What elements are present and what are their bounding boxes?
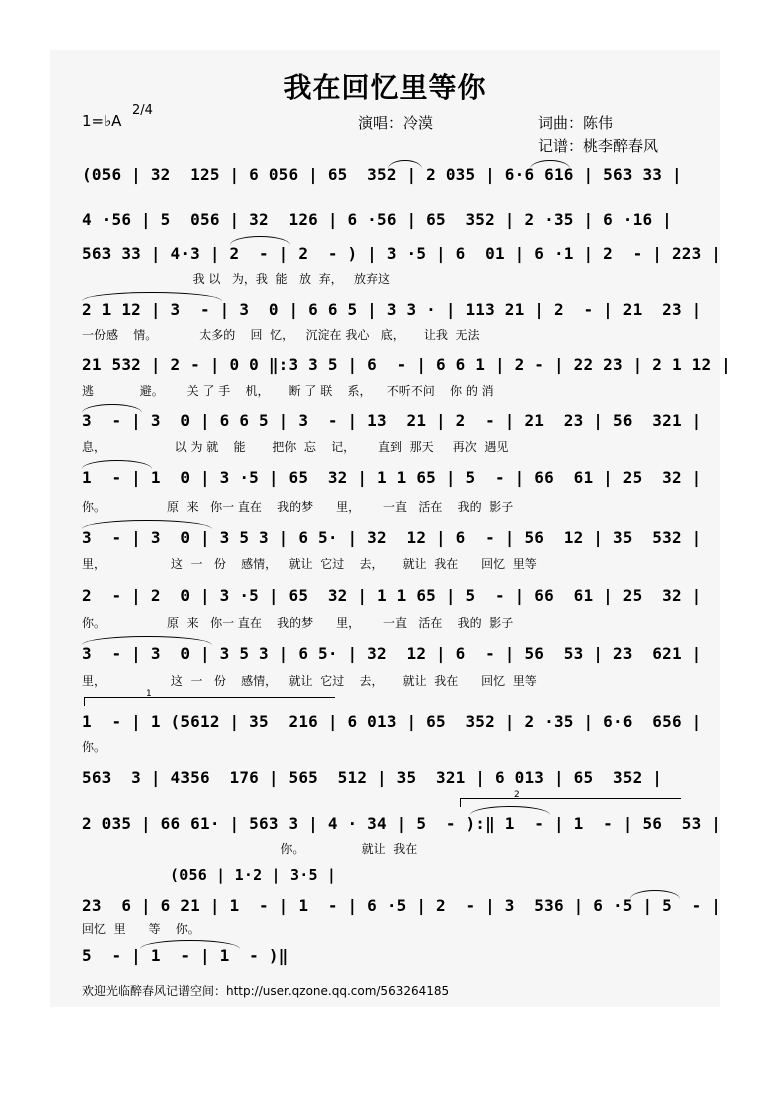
notation-line: 4 ·56 | 5 056 | 32 126 | 6 ·56 | 65 352 | 2 ·35 | 6 ·16 | <box>82 210 672 229</box>
footer-note: 欢迎光临醉春风记谱空间：http://user.qzone.qq.com/563264185 <box>82 984 450 998</box>
volta-bracket-2 <box>460 798 681 807</box>
lyric-line: 你。 <box>82 740 107 754</box>
time-signature: 2/4 <box>132 103 153 118</box>
lyric-line: 我 以 为，我 能 放 弃， 放弃这 <box>82 272 391 286</box>
volta-bracket-1 <box>84 697 335 706</box>
notation-line: (056 | 32 125 | 6 056 | 65 352 | 2 035 | 6·6 616 | 563 33 | <box>82 165 682 184</box>
lyric-line: 息， 以 为 就 能 把你 忘 记， 直到 那天 再次 遇见 <box>82 440 509 454</box>
notation-line: 2 1 12 | 3 - | 3 0 | 6 6 5 | 3 3 · | 113 21 | 2 - | 21 23 | <box>82 300 702 319</box>
notation-line: 563 3 | 4356 176 | 565 512 | 35 321 | 6 013 | 65 352 | <box>82 768 663 787</box>
lyric-line: 回忆 里 等 你。 <box>82 922 200 936</box>
lyric-line: 里， 这 一 份 感情， 就让 它过 去， 就让 我在 回忆 里等 <box>82 557 537 571</box>
notation-line: 563 33 | 4·3 | 2 - | 2 - ) | 3 ·5 | 6 01 | 6 ·1 | 2 - | 223 | <box>82 244 722 263</box>
notation-line: 3 - | 3 0 | 3 5 3 | 6 5· | 32 12 | 6 - | 56 53 | 23 621 | <box>82 644 702 663</box>
notation-line: 2 - | 2 0 | 3 ·5 | 65 32 | 1 1 65 | 5 - | 66 61 | 25 32 | <box>82 586 702 605</box>
lyric-line: 你。 原 来 你一 直在 我的梦 里， 一直 活在 我的 影子 <box>82 500 514 514</box>
lyric-line: 逃 避。 关 了 手 机， 断 了 联 系， 不听不问 你 的 消 <box>82 384 494 398</box>
transcriber-credit: 记谱：桃李醉春风 <box>538 137 659 155</box>
notation-line: 5 - | 1 - | 1 - )‖ <box>82 946 289 965</box>
lyric-line: 一份感 情。 太多的 回 忆， 沉淀在 我心 底， 让我 无法 <box>82 328 480 342</box>
volta-number-1: 1 <box>146 689 152 699</box>
lyric-line: 里， 这 一 份 感情， 就让 它过 去， 就让 我在 回忆 里等 <box>82 674 537 688</box>
notation-line: 3 - | 3 0 | 3 5 3 | 6 5· | 32 12 | 6 - | 56 12 | 35 532 | <box>82 528 702 547</box>
song-title: 我在回忆里等你 <box>283 71 487 104</box>
composer-credit: 词曲：陈伟 <box>538 114 614 132</box>
notation-line: 3 - | 3 0 | 6 6 5 | 3 - | 13 21 | 2 - | 21 23 | 56 321 | <box>82 411 702 430</box>
singer-credit: 演唱：冷漠 <box>358 114 434 132</box>
alternate-intro: (056 | 1·2 | 3·5 | <box>170 866 337 884</box>
notation-line: 1 - | 1 (5612 | 35 216 | 6 013 | 65 352 | 2 ·35 | 6·6 656 | <box>82 712 702 731</box>
notation-line: 2 035 | 66 61· | 563 3 | 4 · 34 | 5 - ):‖ 1 - | 1 - | 56 53 | <box>82 814 722 833</box>
volta-number-2: 2 <box>514 790 520 800</box>
key-signature: 1=♭A <box>82 112 122 130</box>
notation-line: 1 - | 1 0 | 3 ·5 | 65 32 | 1 1 65 | 5 - | 66 61 | 25 32 | <box>82 468 702 487</box>
lyric-line: 你。 就让 我在 <box>82 842 418 856</box>
notation-line: 21 532 | 2 - | 0 0 ‖:3 3 5 | 6 - | 6 6 1 | 2 - | 22 23 | 2 1 12 | <box>82 355 731 374</box>
notation-line: 23 6 | 6 21 | 1 - | 1 - | 6 ·5 | 2 - | 3 536 | 6 ·5 | 5 - | <box>82 896 722 915</box>
lyric-line: 你。 原 来 你一 直在 我的梦 里， 一直 活在 我的 影子 <box>82 616 514 630</box>
